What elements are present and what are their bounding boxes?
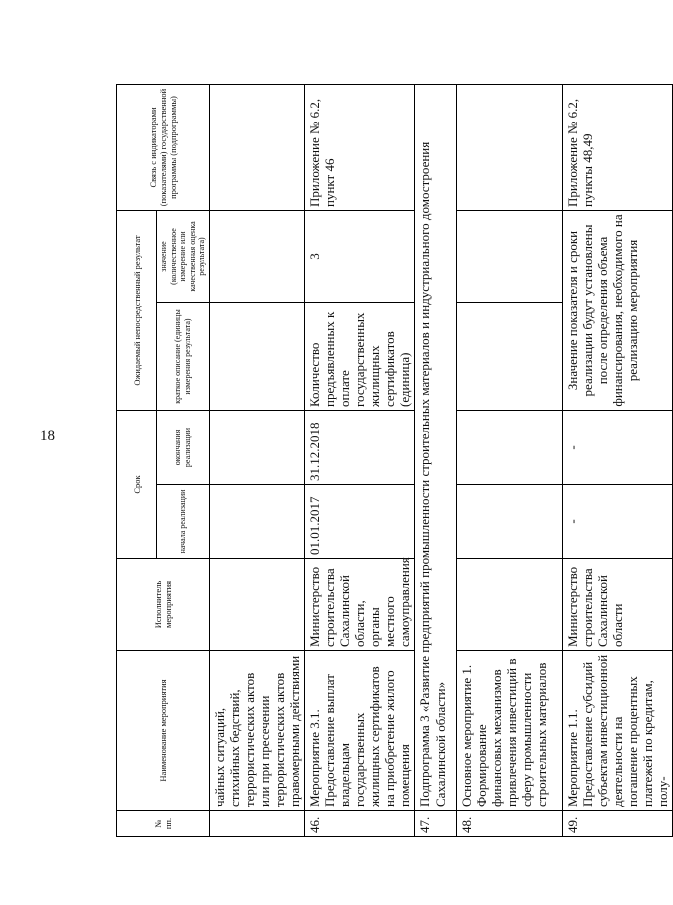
row-num: 49. — [562, 811, 672, 837]
row-num — [209, 811, 304, 837]
row-desc — [209, 303, 304, 411]
table-row — [562, 85, 672, 837]
header-result-desc: краткое описание (единицы измерения результата) — [157, 303, 210, 411]
subprogram-title: Подпрограмма 3 «Развитие предприятий промышленности строительных материалов и индустриального домостроения Сахалинской области» — [414, 85, 456, 811]
row-executor: Министерство строительства Сахалинской области, органы местного самоуправления — [304, 559, 414, 651]
row-name: Мероприятие 3.1. Предоставление выплат владельцам государственных жилищных сертификатов на приобретение жилого помещения — [304, 651, 414, 811]
row-value — [456, 211, 562, 303]
table-row — [209, 85, 304, 837]
table-row-subprogram — [414, 85, 456, 837]
row-end: 31.12.2018 — [304, 411, 414, 485]
header-name: Наименование мероприятия — [117, 651, 210, 811]
row-executor — [456, 559, 562, 651]
header-term-end: окончания реализации — [157, 411, 210, 485]
header-num: № пп. — [117, 811, 210, 837]
row-start — [456, 485, 562, 559]
row-start: 01.01.2017 — [304, 485, 414, 559]
header-result-value: значение (количественное измерение или качественная оценка результата) — [157, 211, 210, 303]
row-end — [209, 411, 304, 485]
page-number: 18 — [40, 428, 55, 444]
row-value: 3 — [304, 211, 414, 303]
row-link: Приложение № 6.2, пункты 48,49 — [562, 85, 672, 211]
header-term: Срок — [117, 411, 157, 559]
row-executor — [209, 559, 304, 651]
header-result: Ожидаемый непосредственный результат — [117, 211, 157, 411]
row-value — [209, 211, 304, 303]
row-desc — [456, 303, 562, 411]
row-merged-result: Значение показателя и сроки реализации будут установлены после определения объема финансирования, необходимого на реализацию мероприятия — [562, 211, 672, 411]
row-name: чайных ситуаций, стихийных бедствий, террористических актов или при пресечении террористических актов правомерными действиями — [209, 651, 304, 811]
activities-table — [116, 84, 673, 837]
row-start — [209, 485, 304, 559]
table-row — [304, 85, 414, 837]
header-term-start: начала реализации — [157, 485, 210, 559]
row-link: Приложение № 6.2, пункт 46 — [304, 85, 414, 211]
row-end: - — [562, 411, 672, 485]
row-link — [209, 85, 304, 211]
row-start: - — [562, 485, 672, 559]
row-link — [456, 85, 562, 211]
row-executor: Министерство строительства Сахалинской области — [562, 559, 672, 651]
header-executor: Исполнитель мероприятия — [117, 559, 210, 651]
header-link: Связь с индикаторами (показателями) государственной программы (подпрограммы) — [117, 85, 210, 211]
row-name: Основное мероприятие 1. Формирование финансовых механизмов привлечения инвестиций в сферу промышленности строительных материалов — [456, 651, 562, 811]
row-desc: Количество предъявленных к оплате государственных жилищных сертификатов (единица) — [304, 303, 414, 411]
row-num: 47. — [414, 811, 456, 837]
row-end — [456, 411, 562, 485]
row-num: 46. — [304, 811, 414, 837]
header-row-1 — [117, 85, 157, 837]
rotated-table-wrapper — [116, 85, 670, 837]
table-row — [456, 85, 562, 837]
row-name: Мероприятие 1.1. Предоставление субсидий субъектам инвестиционной деятельности на погашение процентных платежей по кредитам, полу- — [562, 651, 672, 811]
row-num: 48. — [456, 811, 562, 837]
